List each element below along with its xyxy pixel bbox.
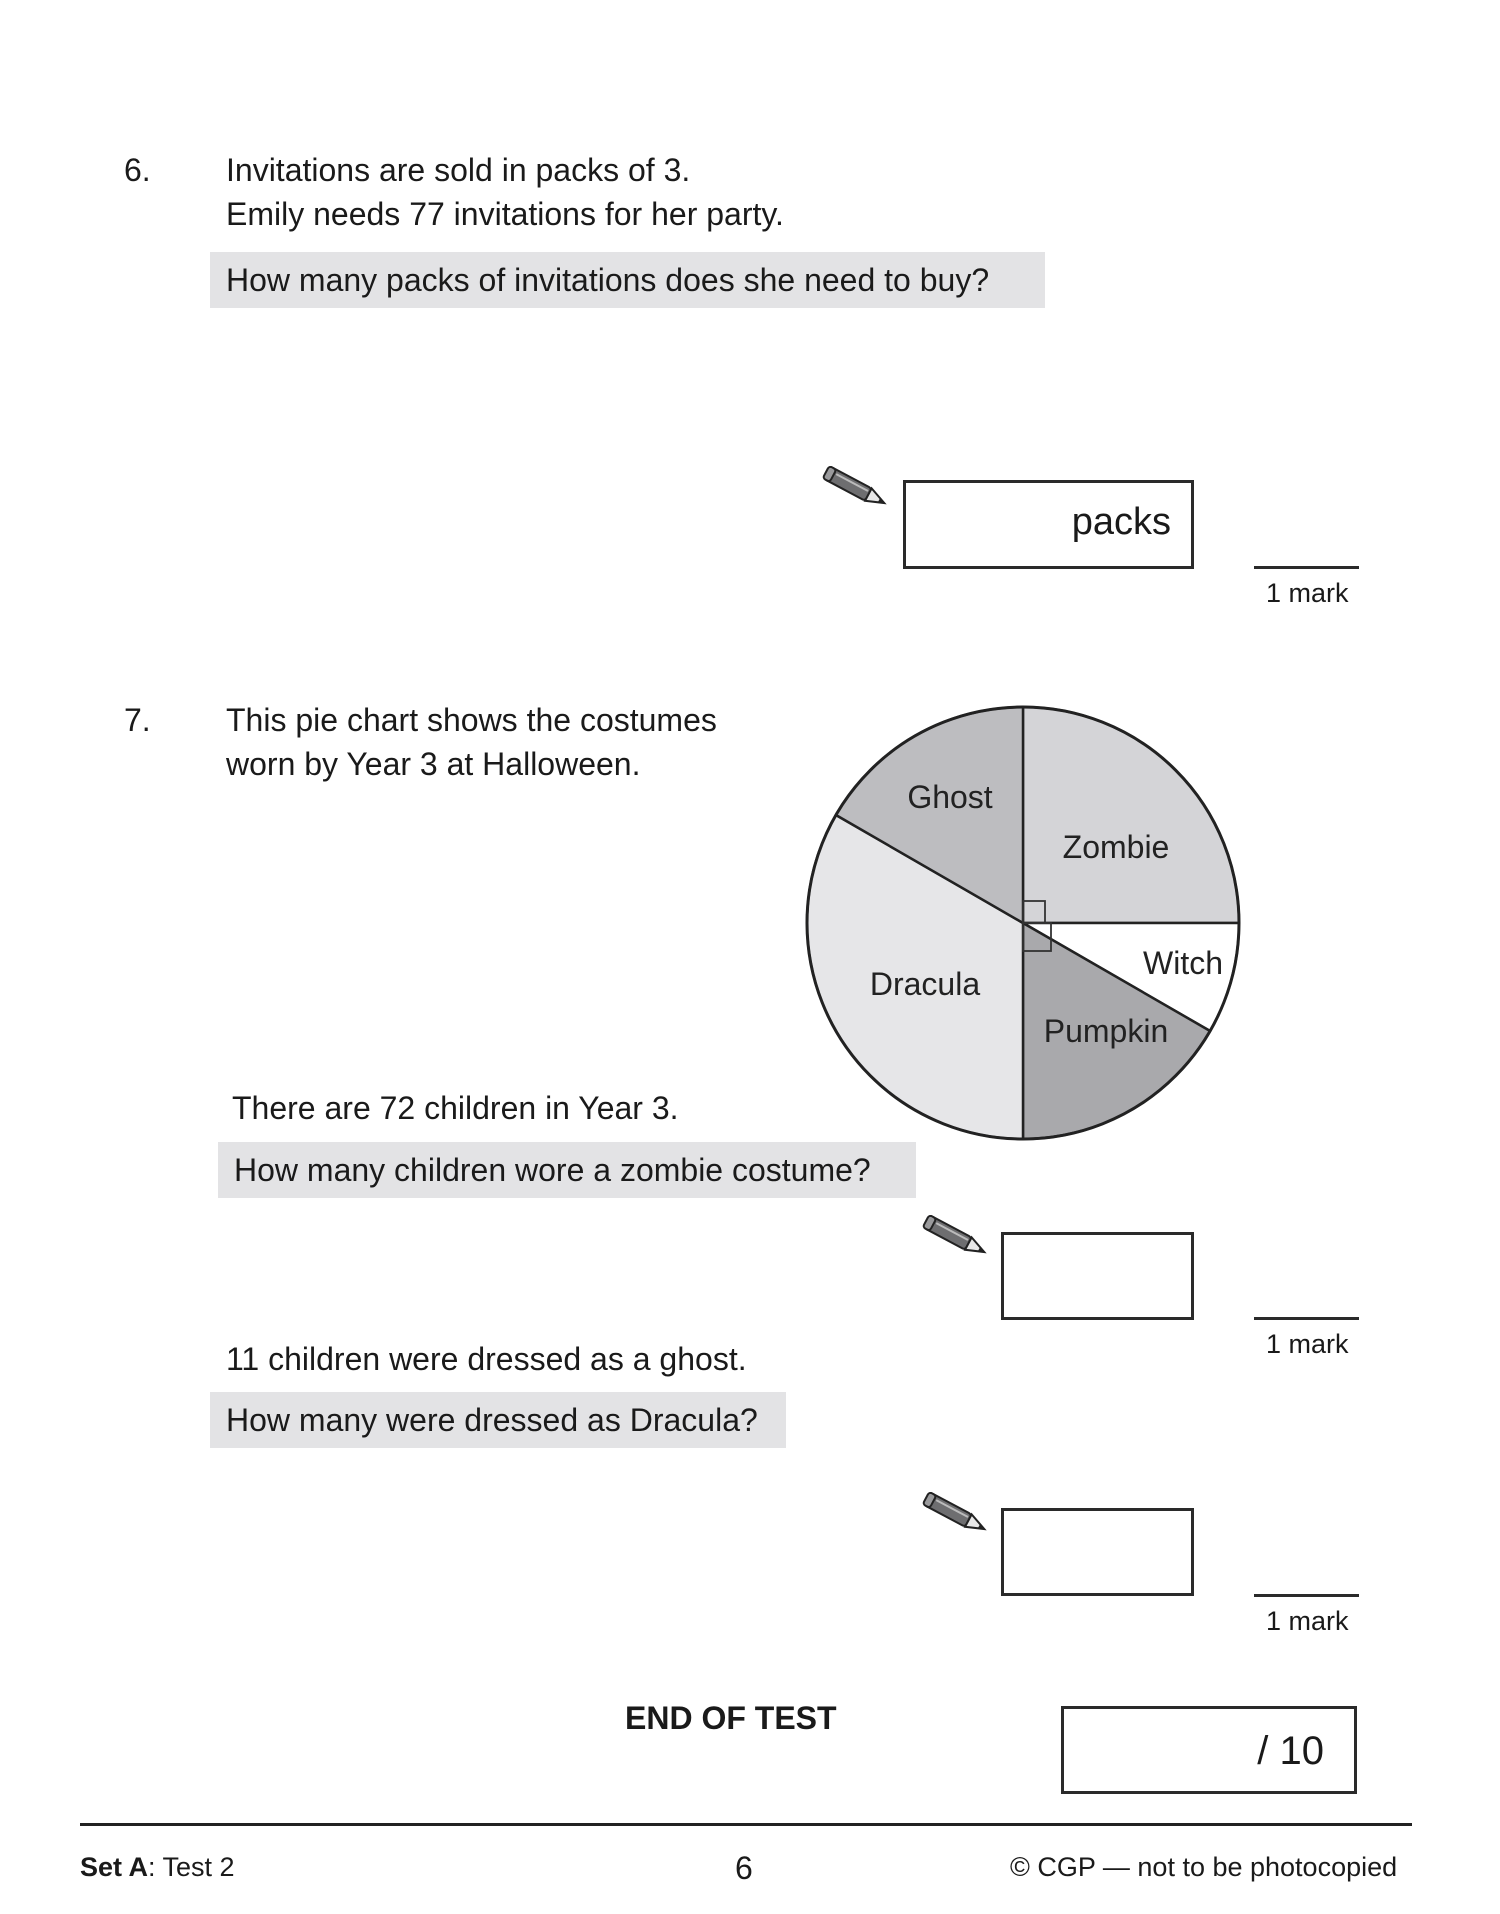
footer-rule [80, 1823, 1412, 1826]
q6-mark-line [1254, 566, 1359, 569]
pie-label-zombie: Zombie [1062, 829, 1170, 865]
footer-set-bold: Set A [80, 1852, 149, 1882]
q7b-mark-line [1254, 1594, 1359, 1597]
q7-question-a: How many children wore a zombie costume? [218, 1142, 916, 1198]
total-score: / 10 [1257, 1729, 1324, 1773]
q6-answer-box[interactable] [903, 480, 1194, 569]
q7-text-line1: This pie chart shows the costumes [226, 702, 717, 738]
q7-text-line2: worn by Year 3 at Halloween. [226, 746, 641, 782]
footer-copyright: © CGP — not to be photocopied [1010, 1852, 1398, 1882]
q6-text-line2: Emily needs 77 invitations for her party. [226, 196, 784, 232]
q7b-answer-box[interactable] [1001, 1508, 1194, 1596]
end-of-test: END OF TEST [625, 1700, 837, 1736]
pencil-icon [818, 466, 894, 510]
footer-set [80, 1852, 235, 1883]
q6-text-line1: Invitations are sold in packs of 3. [226, 152, 691, 188]
pie-slice-zombie [1023, 707, 1239, 923]
q7a-mark: 1 mark [1266, 1329, 1349, 1359]
q7a-mark-line [1254, 1317, 1359, 1320]
q7-info-a: There are 72 children in Year 3. [232, 1090, 679, 1126]
q6-mark: 1 mark [1266, 578, 1349, 608]
page-number: 6 [735, 1850, 753, 1886]
q7b-mark: 1 mark [1266, 1606, 1349, 1636]
q7-question-b: How many were dressed as Dracula? [210, 1392, 786, 1448]
q7-number: 7. [124, 702, 151, 738]
q6-question: How many packs of invitations does she need to buy? [210, 252, 1045, 308]
q6-answer-unit: packs [1071, 501, 1171, 543]
q7a-answer-box[interactable] [1001, 1232, 1194, 1320]
total-score-box[interactable] [1061, 1706, 1357, 1794]
costume-pie-chart [800, 700, 1250, 1150]
pie-label-witch: Witch [1143, 945, 1223, 981]
pie-label-dracula: Dracula [869, 966, 981, 1002]
q7-info-b: 11 children were dressed as a ghost. [226, 1341, 747, 1377]
footer-set-rest: : Test 2 [148, 1852, 235, 1882]
pencil-icon [918, 1492, 994, 1536]
pie-label-pumpkin: Pumpkin [1043, 1013, 1169, 1049]
pie-label-ghost: Ghost [907, 779, 993, 815]
pencil-icon [918, 1215, 994, 1259]
q6-number: 6. [124, 152, 151, 188]
